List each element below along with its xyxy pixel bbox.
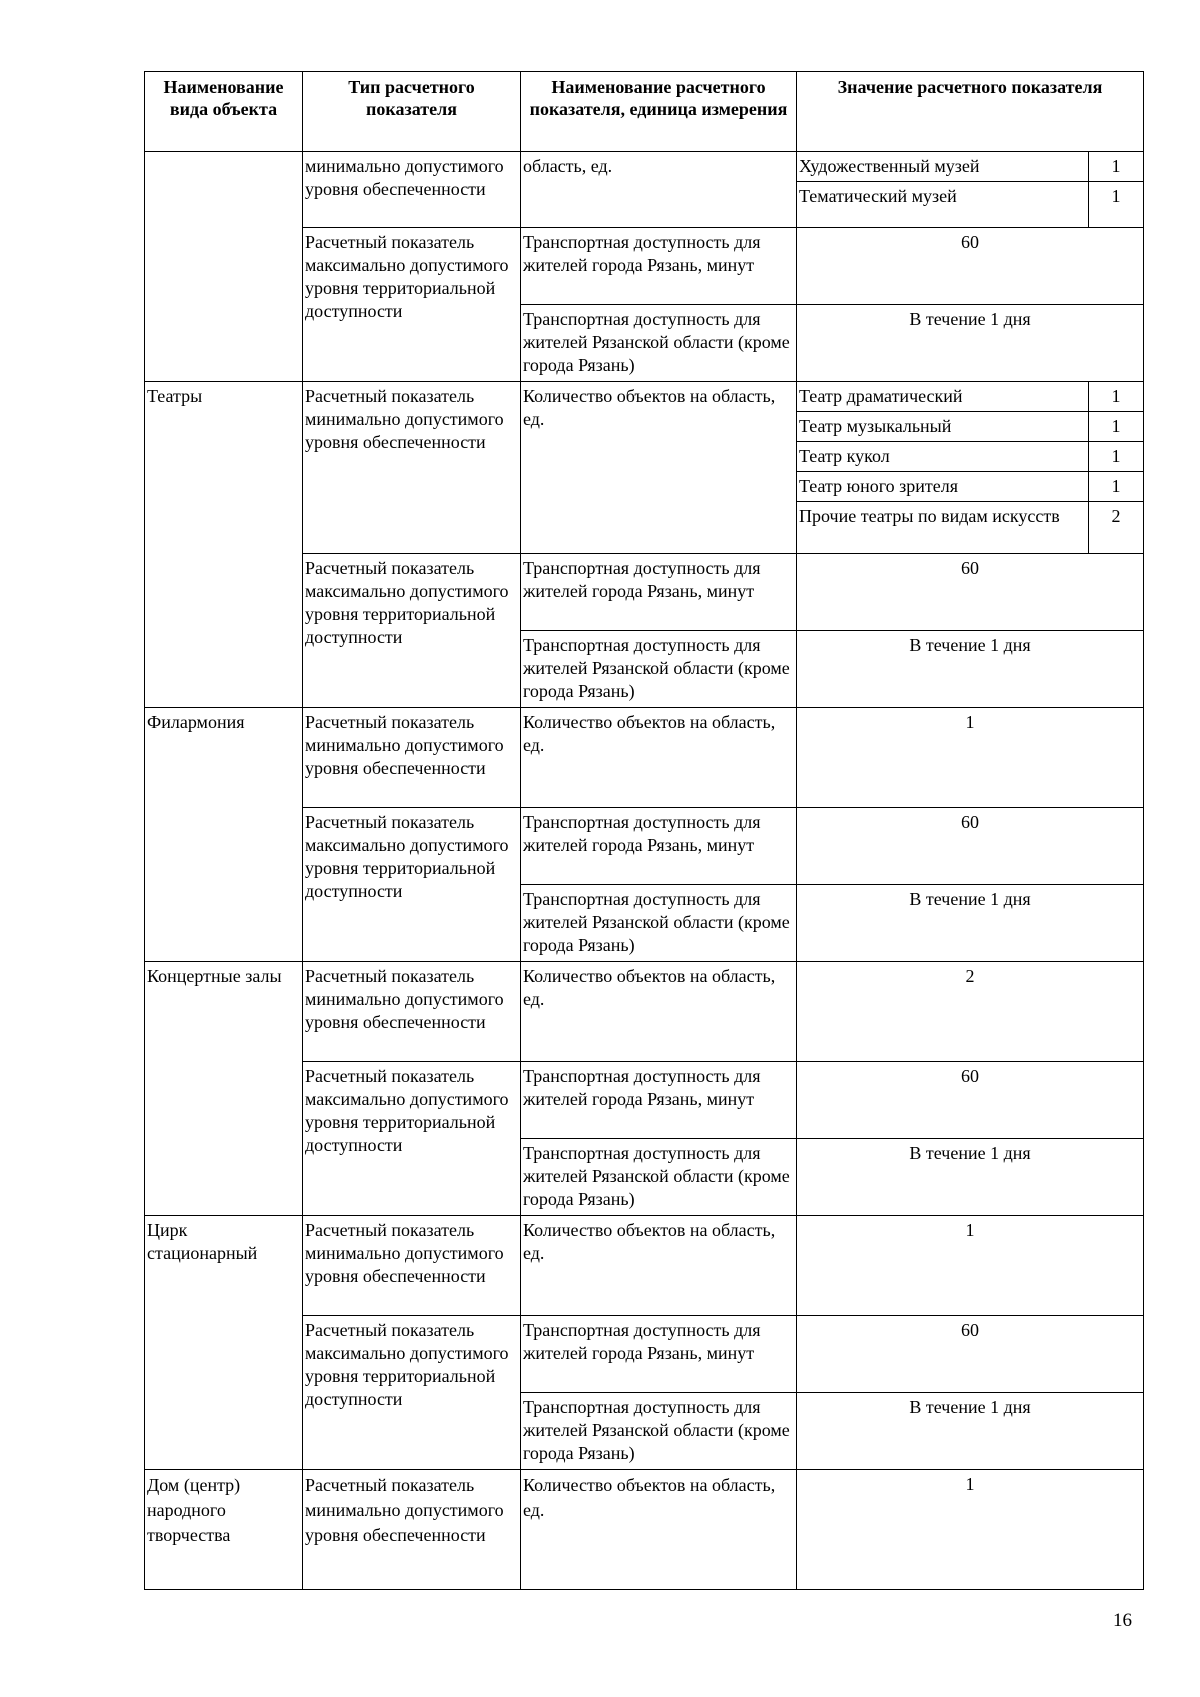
table-header-row [145,72,1144,152]
header-indicator-name: Наименование расчетного показателя, единица измерения [521,72,797,152]
table-row [145,1216,1144,1316]
table-row [145,1470,1144,1590]
indicator-value-cell: 1 [797,1216,1144,1316]
header-indicator-value: Значение расчетного показателя [797,72,1144,152]
indicator-value-cell: 60 [797,228,1144,305]
table-row [145,962,1144,1062]
indicator-name-cell: Количество объектов на область, ед. [521,1470,797,1590]
indicator-name-cell: Транспортная доступность для жителей города Рязань, минут [521,808,797,885]
indicator-name-cell: Транспортная доступность для жителей города Рязань, минут [521,228,797,305]
indicator-value-cell: 60 [797,808,1144,885]
indicator-value-cell: 1 [797,1470,1144,1590]
indicator-type-cell: Расчетный показатель минимально допустимого уровня обеспеченности [303,962,521,1062]
sub-label-cell: Художественный музей [797,152,1089,182]
sub-value-cell: 1 [1089,382,1144,412]
sub-value-cell: 1 [1089,182,1144,228]
indicator-name-cell: Транспортная доступность для жителей Рязанской области (кроме города Рязань) [521,631,797,708]
indicator-value-cell: 60 [797,1316,1144,1393]
indicator-name-cell: Транспортная доступность для жителей Рязанской области (кроме города Рязань) [521,305,797,382]
sub-label-cell: Тематический музей [797,182,1089,228]
sub-value-cell: 1 [1089,412,1144,442]
indicator-value-cell: 2 [797,962,1144,1062]
sub-value-cell: 1 [1089,152,1144,182]
indicator-value-cell: 1 [797,708,1144,808]
sub-label-cell: Театр кукол [797,442,1089,472]
indicator-type-cell: Расчетный показатель максимально допустимого уровня территориальной доступности [303,1062,521,1216]
indicator-name-cell: Транспортная доступность для жителей города Рязань, минут [521,1316,797,1393]
indicators-table [144,71,1144,1590]
indicator-name-cell: Количество объектов на область, ед. [521,1216,797,1316]
indicator-name-cell: Транспортная доступность для жителей города Рязань, минут [521,1062,797,1139]
sub-value-cell: 1 [1089,472,1144,502]
sub-label-cell: Театр музыкальный [797,412,1089,442]
indicator-value-cell: В течение 1 дня [797,631,1144,708]
indicator-name-cell: Количество объектов на область, ед. [521,962,797,1062]
indicator-type-cell: Расчетный показатель максимально допустимого уровня территориальной доступности [303,1316,521,1470]
indicator-name-cell: Транспортная доступность для жителей города Рязань, минут [521,554,797,631]
object-cell: Дом (центр) народного творчества [145,1470,303,1590]
object-cell: Театры [145,382,303,708]
indicator-value-cell: В течение 1 дня [797,305,1144,382]
indicator-value-cell: В течение 1 дня [797,1393,1144,1470]
indicator-name-cell: Транспортная доступность для жителей Рязанской области (кроме города Рязань) [521,1139,797,1216]
sub-value-cell: 2 [1089,502,1144,554]
object-cell: Концертные залы [145,962,303,1216]
indicator-type-cell: минимально допустимого уровня обеспеченности [303,152,521,228]
indicator-name-cell: Транспортная доступность для жителей Рязанской области (кроме города Рязань) [521,885,797,962]
indicator-type-cell: Расчетный показатель максимально допустимого уровня территориальной доступности [303,554,521,708]
indicator-name-cell: Количество объектов на область, ед. [521,382,797,554]
indicator-type-cell: Расчетный показатель максимально допустимого уровня территориальной доступности [303,808,521,962]
page-number: 16 [1113,1610,1132,1631]
object-cell: Цирк стационарный [145,1216,303,1470]
indicator-value-cell: 60 [797,1062,1144,1139]
sub-label-cell: Прочие театры по видам искусств [797,502,1089,554]
sub-label-cell: Театр драматический [797,382,1089,412]
table-row [145,708,1144,808]
indicator-value-cell: 60 [797,554,1144,631]
indicator-type-cell: Расчетный показатель минимально допустимого уровня обеспеченности [303,1470,521,1590]
object-cell: Филармония [145,708,303,962]
indicator-type-cell: Расчетный показатель минимально допустимого уровня обеспеченности [303,382,521,554]
indicator-value-cell: В течение 1 дня [797,885,1144,962]
sub-value-cell: 1 [1089,442,1144,472]
table-row [145,382,1144,412]
sub-label-cell: Театр юного зрителя [797,472,1089,502]
object-cell-empty [145,152,303,382]
indicator-name-cell: Количество объектов на область, ед. [521,708,797,808]
indicator-type-cell: Расчетный показатель минимально допустимого уровня обеспеченности [303,1216,521,1316]
indicator-type-cell: Расчетный показатель минимально допустимого уровня обеспеченности [303,708,521,808]
indicator-type-cell: Расчетный показатель максимально допустимого уровня территориальной доступности [303,228,521,382]
header-object-type: Наименование вида объекта [145,72,303,152]
header-indicator-type: Тип расчетного показателя [303,72,521,152]
indicator-name-cell: область, ед. [521,152,797,228]
indicator-name-cell: Транспортная доступность для жителей Рязанской области (кроме города Рязань) [521,1393,797,1470]
table-row [145,152,1144,182]
indicator-value-cell: В течение 1 дня [797,1139,1144,1216]
